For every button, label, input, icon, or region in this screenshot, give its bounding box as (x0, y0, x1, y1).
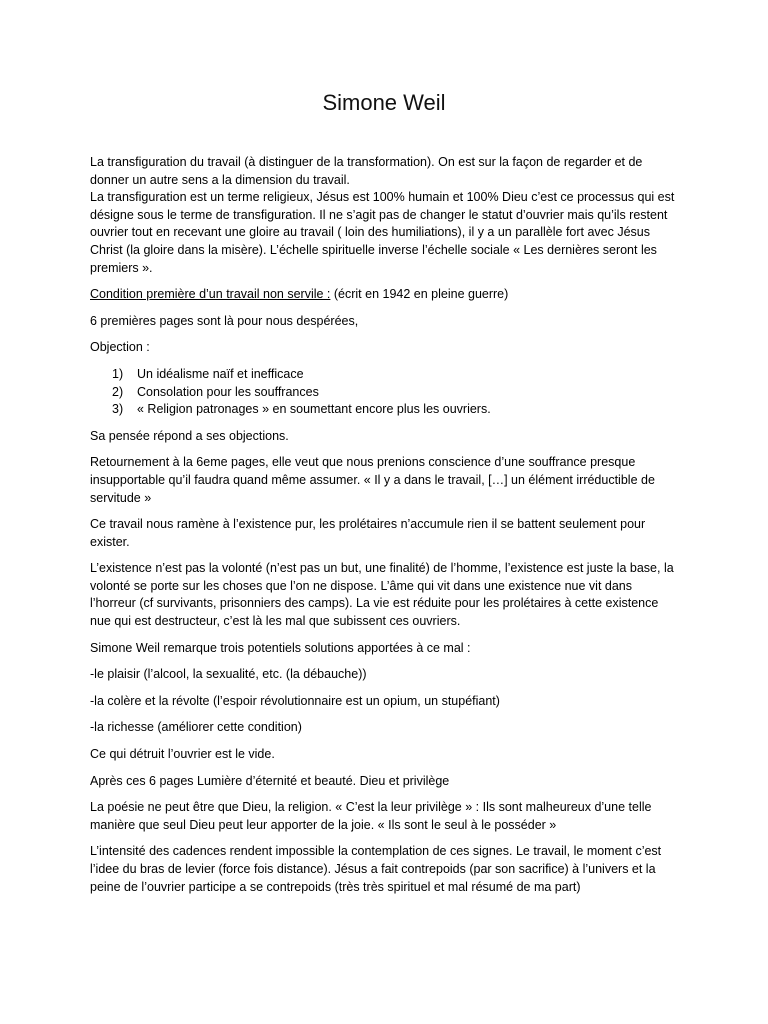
list-number: 1) (112, 366, 124, 381)
paragraph-colere: -la colère et la révolte (l’espoir révolutionnaire est un opium, un stupéfiant) (90, 693, 500, 708)
list-item (112, 384, 680, 402)
paragraph-intro (90, 154, 680, 277)
condition-heading: Condition première d’un travail non servile : (90, 287, 331, 302)
objection-heading: Objection : (90, 340, 150, 355)
list-text: Consolation pour les souffrances (137, 384, 319, 399)
paragraph-reponse: Sa pensée répond a ses objections. (90, 428, 289, 443)
list-item (112, 401, 680, 419)
list-number: 2) (112, 384, 124, 399)
list-number: 3) (112, 402, 124, 417)
document-body (90, 154, 680, 905)
paragraph-retournement: Retournement à la 6eme pages, elle veut que nous prenions conscience d’une souffrance presque insupportable qu’il faudra quand même assumer. « Il y a dans le travail, […] un élément irréductible de servitude » (90, 455, 655, 505)
paragraph-existence: L’existence n’est pas la volonté (n’est pas un but, une finalité) de l’homme, l’existence est juste la base, la volonté se porte sur les choses que l’on ne dispose. L’âme qui vit dans une existence nue vit dans l’horreur (cf survivants, prisonniers des camps). La vie est réduite pour les prolétaires à cette existence nue qui est destructeur, c’est là les mal que subissent ces ouvriers. (90, 561, 674, 629)
paragraph-vide: Ce qui détruit l’ouvrier est le vide. (90, 747, 275, 762)
paragraph-condition (90, 286, 680, 304)
page-title: Simone Weil (322, 90, 446, 115)
list-text: « Religion patronages » en soumettant encore plus les ouvriers. (137, 402, 491, 417)
objection-list (90, 366, 680, 419)
condition-note: (écrit en 1942 en pleine guerre) (330, 287, 509, 302)
paragraph-ramene: Ce travail nous ramène à l’existence pur, les prolétaires n’accumule rien il se battent seulement pour exister. (90, 517, 646, 549)
list-text: Un idéalisme naïf et inefficace (137, 366, 304, 381)
paragraph-remarque: Simone Weil remarque trois potentiels solutions apportées à ce mal : (90, 640, 471, 655)
paragraph-poesie: La poésie ne peut être que Dieu, la religion. « C’est la leur privilège » : Ils sont malheureux d’une telle manière que seul Dieu peut leur apporter de la joie. « Ils sont le seul à le posséder » (90, 800, 652, 832)
intro-line-1: La transfiguration du travail (à distinguer de la transformation). On est sur la façon de regarder et de donner un autre sens a la dimension du travail. (90, 155, 643, 187)
paragraph-apres: Après ces 6 pages Lumière d’éternité et beauté. Dieu et privilège (90, 773, 450, 788)
paragraph-intensite: L’intensité des cadences rendent impossible la contemplation de ces signes. Le travail, le moment c’est l’idee du bras de levier (force fois distance). Jésus a fait contrepoids (par son sacrifice) à l’univers et la peine de l’ouvrier participe a se contrepoids (très très spirituel et mal résumé de ma part) (90, 844, 662, 894)
paragraph-plaisir: -le plaisir (l’alcool, la sexualité, etc. (la débauche)) (90, 667, 367, 682)
list-item (112, 366, 680, 384)
paragraph-pages: 6 premières pages sont là pour nous despérées, (90, 313, 359, 328)
paragraph-richesse: -la richesse (améliorer cette condition) (90, 720, 302, 735)
intro-line-2: La transfiguration est un terme religieux, Jésus est 100% humain et 100% Dieu c’est ce processus qui est désigne sous le terme de transfiguration. Il ne s’agit pas de changer le statut d’ouvrier mais qu’ils restent ouvrier tout en recevant une gloire au travail ( loin des humiliations), il y a un parallèle fort avec Jésus Christ (la gloire dans la misère). L’échelle spirituelle inverse l’échelle sociale « Les dernières seront les premiers ». (90, 190, 675, 275)
